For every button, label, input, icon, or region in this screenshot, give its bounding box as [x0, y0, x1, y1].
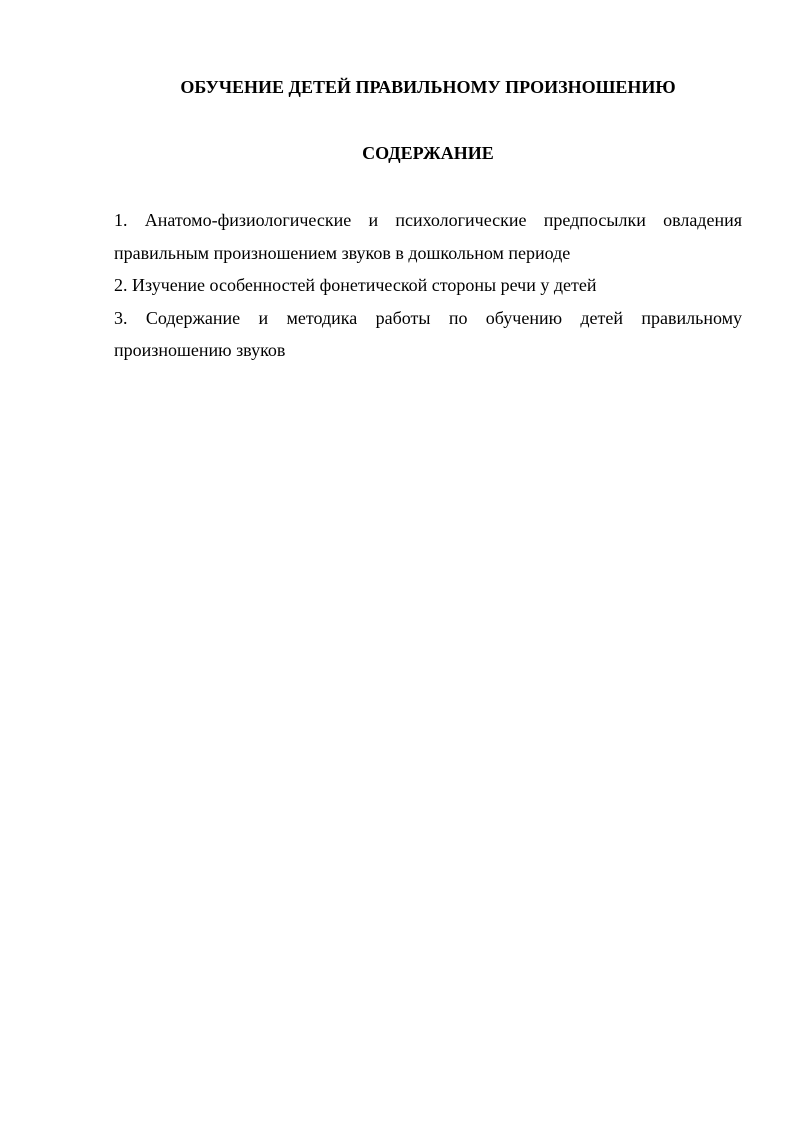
- toc-item-2: 2. Изучение особенностей фонетической стороны речи у детей: [114, 275, 597, 295]
- toc-heading: СОДЕРЖАНИЕ: [362, 143, 494, 163]
- toc-item-3: 3. Содержание и методика работы по обучению детей правильному произношению звуков: [114, 307, 742, 360]
- toc-item-1: 1. Анатомо-физиологические и психологические предпосылки овладения правильным произношением звуков в дошкольном периоде: [114, 210, 742, 263]
- document-title: ОБУЧЕНИЕ ДЕТЕЙ ПРАВИЛЬНОМУ ПРОИЗНОШЕНИЮ: [180, 77, 676, 97]
- table-of-contents: [114, 204, 742, 367]
